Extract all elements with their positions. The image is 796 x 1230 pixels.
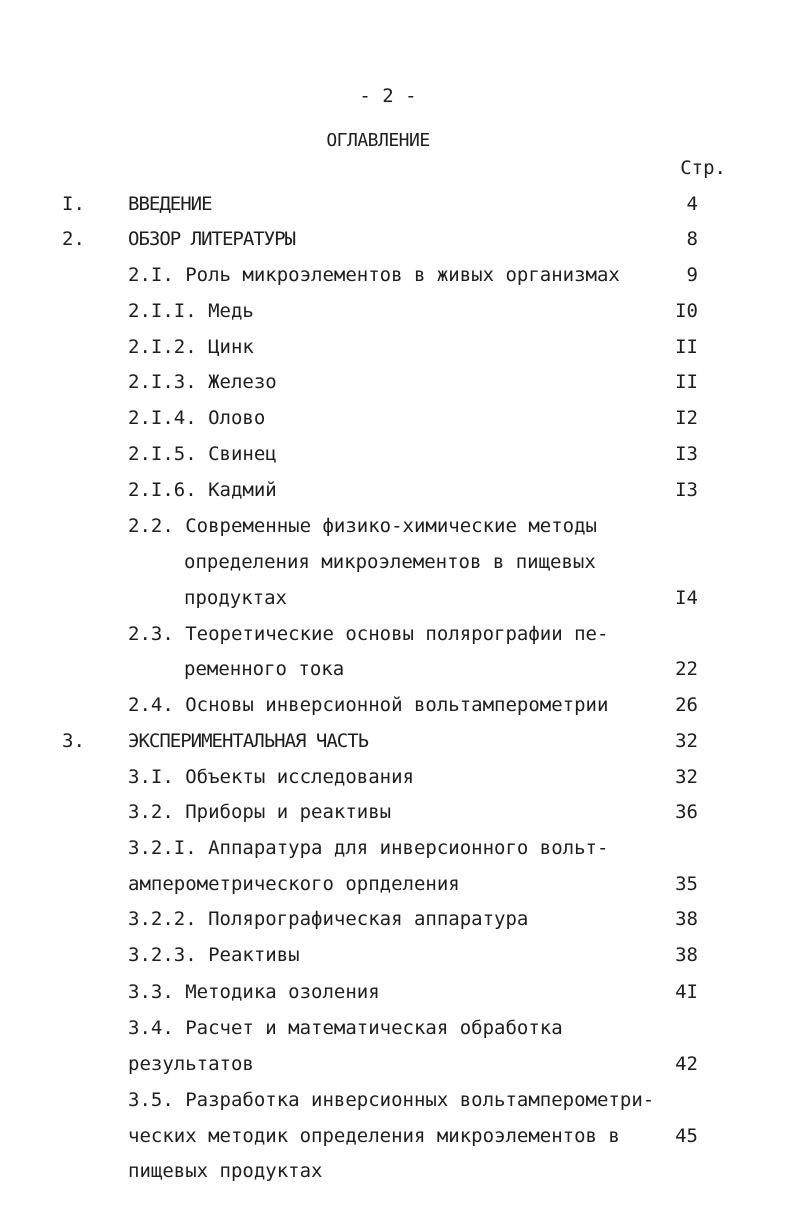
toc-page-number: 32 xyxy=(675,730,698,752)
toc-entry: 2.3. Теоретические основы полярографии пе- xyxy=(128,623,609,645)
toc-entry: 2.I.I. Медь xyxy=(128,300,254,322)
toc-page-number: I2 xyxy=(675,407,698,429)
toc-entry: 2.I.4. Олово xyxy=(128,407,266,429)
toc-entry-continuation: определения микроэлементов в пищевых xyxy=(184,551,596,573)
toc-entry: 2.4. Основы инверсионной вольтамперометрии xyxy=(128,694,609,716)
toc-entry: 2.I.3. Железо xyxy=(128,371,277,393)
toc-page-number: 32 xyxy=(675,766,698,788)
toc-section-title: ВВЕДЕНИЕ xyxy=(128,193,212,215)
toc-page-number: 35 xyxy=(675,873,698,895)
toc-entry: 3.2. Приборы и реактивы xyxy=(128,801,392,823)
toc-entry-continuation: амперометрического орпделения xyxy=(128,873,460,895)
toc-section-title: ЭКСПЕРИМЕНТАЛЬНАЯ ЧАСТЬ xyxy=(128,730,369,752)
toc-entry-continuation: ременного тока xyxy=(184,658,345,680)
toc-page-number: I4 xyxy=(675,587,698,609)
page-title: ОГЛАВЛЕНИЕ xyxy=(326,130,430,151)
toc-entry: 3.5. Разработка инверсионных вольтамперометри- xyxy=(128,1089,655,1111)
page-column-header: Стр. xyxy=(680,157,726,179)
toc-entry: 3.4. Расчет и математическая обработка xyxy=(128,1017,563,1039)
toc-section-number: 2. xyxy=(62,228,85,250)
toc-section-number: 3. xyxy=(62,730,85,752)
toc-page-number: 38 xyxy=(675,944,698,966)
toc-page-number: 26 xyxy=(675,694,698,716)
toc-page-number: 8 xyxy=(686,228,698,250)
toc-section-number: I. xyxy=(62,193,85,215)
toc-entry: 3.2.I. Аппаратура для инверсионного вольт- xyxy=(128,837,609,859)
toc-entry: 2.I.2. Цинк xyxy=(128,336,254,358)
toc-page-number: 38 xyxy=(675,908,698,930)
toc-entry: 2.2. Современные физико-химические методы xyxy=(128,515,597,537)
toc-page-number: I3 xyxy=(675,479,698,501)
toc-entry: 3.2.3. Реактивы xyxy=(128,944,300,966)
toc-page-number: 45 xyxy=(675,1125,698,1147)
toc-entry: 3.I. Объекты исследования xyxy=(128,766,414,788)
toc-entry-continuation: результатов xyxy=(128,1053,254,1075)
toc-entry: 3.2.2. Полярографическая аппаратура xyxy=(128,908,529,930)
toc-section-title: ОБЗОР ЛИТЕРАТУРЫ xyxy=(128,228,296,250)
toc-page-number: 9 xyxy=(686,264,698,286)
toc-entry: 3.3. Методика озоления xyxy=(128,981,380,1003)
toc-entry: 2.I. Роль микроэлементов в живых организмах xyxy=(128,264,620,286)
toc-page-number: I3 xyxy=(675,443,698,465)
toc-page-number: II xyxy=(675,371,698,393)
toc-entry-continuation: продуктах xyxy=(184,587,287,609)
toc-page-number: 22 xyxy=(675,658,698,680)
toc-page-number: II xyxy=(675,336,698,358)
toc-entry-continuation: ческих методик определения микроэлементов в xyxy=(128,1125,620,1147)
toc-page-number: I0 xyxy=(675,300,698,322)
toc-page-number: 42 xyxy=(675,1053,698,1075)
toc-page-number: 4I xyxy=(675,981,698,1003)
toc-page-number: 36 xyxy=(675,801,698,823)
page-number: - 2 - xyxy=(359,85,417,107)
toc-entry: 2.I.5. Свинец xyxy=(128,443,277,465)
toc-entry: 2.I.6. Кадмий xyxy=(128,479,277,501)
toc-page-number: 4 xyxy=(686,193,698,215)
toc-entry-continuation: пищевых продуктах xyxy=(128,1160,323,1182)
